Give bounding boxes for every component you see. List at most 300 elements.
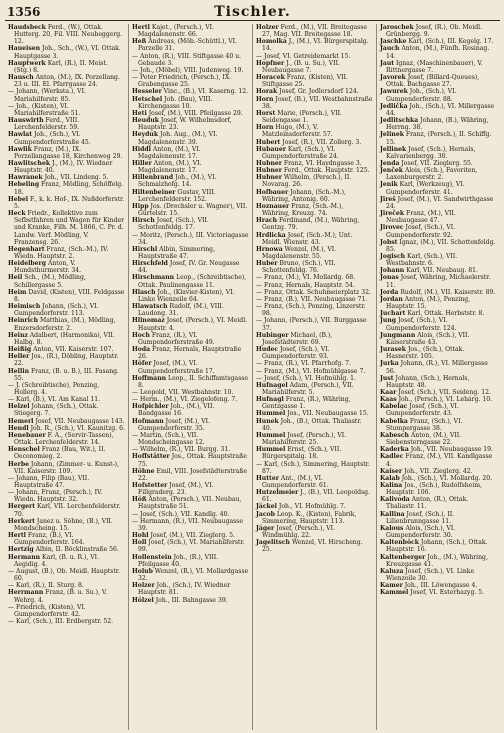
directory-entry bbox=[256, 368, 373, 375]
directory-entry bbox=[132, 38, 249, 52]
entry-details: Josef, (Sch.), VI. Gumpendorferstr. 124. bbox=[386, 317, 457, 332]
directory-entry bbox=[256, 296, 373, 303]
entry-name: Kaderka bbox=[380, 446, 409, 454]
directory-entry bbox=[132, 88, 249, 95]
entry-details: Franz, (M.), IX. Porzellangasse 18, Kirchenweg 29. bbox=[14, 145, 123, 160]
entry-name: Hendl bbox=[8, 424, 29, 432]
directory-entry bbox=[256, 274, 373, 281]
directory-entry bbox=[132, 117, 249, 131]
directory-entry bbox=[132, 332, 249, 346]
entry-name: Kalivoda bbox=[380, 496, 410, 504]
entry-name: Hertl bbox=[8, 532, 26, 540]
directory-entry bbox=[256, 38, 373, 52]
entry-details: — Anton, (R.), VIII. Stiftgasse 40 u. Gebaude 3. bbox=[132, 52, 242, 67]
entry-name: Hermann bbox=[8, 553, 41, 561]
directory-entry bbox=[256, 203, 373, 217]
entry-name: Hubner bbox=[256, 167, 282, 175]
directory-entry bbox=[256, 74, 373, 88]
entry-details: Karl, VII. Lerchenfelderstr. 70. bbox=[14, 503, 121, 518]
entry-details: Josef, (M.), VIII. Pfeilgasse 29. bbox=[148, 109, 243, 117]
entry-name: Hopfner bbox=[256, 59, 285, 67]
entry-details: Anton, (M.), Penzing, Hauptstr. 15. bbox=[386, 295, 471, 311]
entry-name: Jireš bbox=[380, 195, 396, 203]
entry-name: Hollenstein bbox=[132, 553, 172, 561]
directory-entry bbox=[380, 274, 497, 288]
entry-details: Josef, (Persch.), VI. Mariahilferstr. 25. bbox=[262, 431, 347, 447]
entry-details: Josef, VII. Neubaugasse 143. bbox=[35, 417, 125, 425]
entry-name: Hofpichler bbox=[132, 403, 169, 411]
directory-entry bbox=[380, 196, 497, 210]
entry-name: Jaroschek bbox=[380, 24, 414, 31]
entry-details: Josef, IV. Gr. Neugasse 44. bbox=[138, 260, 240, 275]
entry-name: Jawurek bbox=[380, 88, 408, 96]
entry-details: — Herm., (M.), VI. Ziegelofeng. 7. bbox=[132, 396, 238, 404]
entry-details: — Joh., (Möbel), VIII. Judenweg. 19. bbox=[132, 66, 244, 74]
entry-details: Anton, (R.), Ottak. Thaliastr. 11. bbox=[386, 496, 469, 511]
entry-name: Heil bbox=[8, 274, 23, 282]
directory-entry bbox=[256, 146, 373, 160]
entry-details: — Franz, (Sch.), Penzing, Linzerstr. 98. bbox=[256, 303, 366, 318]
entry-columns bbox=[5, 24, 500, 730]
entry-details: Gustav, VIII. Lerchenfelderstr. 152. bbox=[138, 188, 216, 203]
entry-details: Franz, (Sch.-M.), Währing, Kreuzg. 74. bbox=[262, 202, 344, 218]
entry-details: — Josef, (Sch.), VII. Kandlg. 40. bbox=[132, 510, 230, 518]
entry-name: Horn bbox=[256, 95, 274, 103]
directory-entry bbox=[8, 589, 125, 603]
entry-name: Hoch bbox=[132, 331, 150, 339]
entry-name: Kadlec bbox=[380, 453, 404, 461]
entry-details: Josef, (Sch.), VI. Linke Wienzeile 30. bbox=[386, 567, 475, 583]
entry-details: Ferd., (W.), Ottak. Hutterg. 20, Fil. VIII. Neubeggerg. 12. bbox=[14, 24, 123, 46]
directory-entry bbox=[8, 532, 125, 546]
directory-entry bbox=[132, 389, 249, 396]
entry-name: Just bbox=[380, 374, 394, 382]
directory-entry bbox=[256, 511, 373, 525]
entry-name: Kaltenböck bbox=[380, 539, 419, 547]
directory-entry bbox=[132, 260, 249, 274]
directory-entry bbox=[8, 604, 125, 618]
directory-entry bbox=[132, 418, 249, 432]
entry-name: Jellinek bbox=[380, 145, 407, 153]
directory-entry bbox=[256, 489, 373, 503]
entry-name: Hoffmann bbox=[132, 374, 167, 382]
directory-entry bbox=[132, 146, 249, 160]
directory-entry bbox=[256, 418, 373, 432]
entry-name: Hirsch bbox=[132, 217, 155, 225]
directory-entry bbox=[380, 210, 497, 224]
entry-name: Hunek bbox=[256, 417, 279, 425]
directory-entry bbox=[8, 174, 125, 181]
directory-entry bbox=[256, 475, 373, 489]
entry-details: Johann, (Zimmer- u. Kunst-), VII. Kaiserstr. 109. bbox=[14, 460, 119, 475]
entry-name: Jäckel bbox=[256, 503, 277, 511]
entry-details: Leop., (Schreibtische), Ottak. Paulinengasse 11. bbox=[138, 274, 247, 289]
directory-entry bbox=[132, 232, 249, 246]
entry-name: Hiltenbeiner bbox=[132, 188, 176, 196]
entry-details: Albin, II. Böcklinstraße 56. bbox=[35, 546, 119, 554]
directory-entry bbox=[8, 74, 125, 88]
directory-entry bbox=[380, 396, 497, 403]
entry-details: Josef, (M.), VI. Fillgraderg. 23. bbox=[138, 482, 214, 497]
directory-entry bbox=[380, 589, 497, 596]
entry-name: Horak bbox=[256, 88, 278, 96]
entry-name: Hlasch bbox=[132, 288, 156, 296]
entry-name: Hummel bbox=[256, 410, 286, 418]
entry-details: — Josef, (Sch.), VI. Hofmühlg. 1. bbox=[256, 374, 356, 382]
entry-details: Karl, (Werkzeug), VI. Gumpendorferstr. 41. bbox=[386, 181, 465, 196]
directory-entry bbox=[8, 332, 125, 346]
entry-details: Josef, (R.), Ob. Meidl. Grünbergg. 9. bbox=[386, 24, 482, 39]
entry-name: Höhne bbox=[132, 467, 155, 475]
entry-details: Alois, (Sch.), VII. Kaiserstraße 43. bbox=[386, 331, 470, 346]
entry-details: Josef, (Sch.), VI. Gumpendorferstr. 93. bbox=[262, 346, 330, 361]
directory-entry bbox=[256, 246, 373, 260]
entry-details: — Franz, Ottak. Schuhmeierplatz 32. bbox=[256, 288, 371, 296]
entry-name: Hofstetter bbox=[132, 482, 168, 489]
directory-entry bbox=[8, 446, 125, 460]
directory-entry bbox=[380, 475, 497, 482]
entry-details: Michael, (B.), Josefstädterstr. 69. bbox=[262, 331, 333, 346]
directory-entry bbox=[132, 482, 249, 496]
directory-entry bbox=[132, 582, 249, 596]
directory-entry bbox=[132, 396, 249, 403]
entry-name: Hrach bbox=[256, 217, 278, 225]
page-number: 1356 bbox=[7, 5, 41, 19]
entry-details: Joh., III. Löwengasse 4. bbox=[404, 582, 478, 590]
directory-entry bbox=[256, 60, 373, 74]
directory-entry bbox=[8, 403, 125, 417]
entry-name: Hellin bbox=[8, 367, 30, 375]
entry-details: Anton, (Persch.), VII. Neubau, Hauptstraße 51. bbox=[138, 496, 242, 511]
entry-name: Jelinek bbox=[380, 131, 404, 139]
directory-entry bbox=[132, 554, 249, 568]
entry-name: Hummel bbox=[256, 446, 286, 454]
directory-entry bbox=[380, 346, 497, 360]
entry-details: — Johann, (Werksta.), VI. Mariahilferstr. 85. bbox=[8, 88, 86, 103]
entry-name: Hölzel bbox=[132, 596, 154, 604]
directory-entry bbox=[256, 174, 373, 188]
directory-entry bbox=[256, 432, 373, 446]
directory-entry bbox=[256, 110, 373, 124]
directory-entry bbox=[8, 475, 125, 489]
entry-name: Hillenbrand bbox=[132, 174, 174, 182]
directory-entry bbox=[132, 403, 249, 417]
directory-entry bbox=[8, 289, 125, 303]
directory-entry bbox=[256, 124, 373, 138]
directory-entry bbox=[8, 425, 125, 432]
entry-details: Joh., VI. Hofmühlg. 7. bbox=[278, 503, 346, 511]
directory-entry bbox=[256, 24, 373, 38]
directory-entry bbox=[380, 289, 497, 296]
directory-entry bbox=[380, 310, 497, 317]
entry-details: Joh. Aug., (M.), VI. Magdalenenstr. 39. bbox=[138, 131, 218, 146]
entry-details: — Franz, (R.), VI. Pfarrhofg. 7. bbox=[256, 360, 351, 368]
directory-entry bbox=[132, 539, 249, 553]
directory-entry bbox=[132, 53, 249, 67]
directory-entry bbox=[380, 239, 497, 253]
directory-entry bbox=[256, 303, 373, 317]
directory-entry bbox=[8, 146, 125, 160]
directory-entry bbox=[380, 496, 497, 510]
directory-entry bbox=[132, 432, 249, 446]
entry-name: Hohl bbox=[132, 532, 149, 540]
entry-details: Joh., (M.), VI. Schmalzhofg. 14. bbox=[138, 174, 217, 189]
entry-name: Jacob bbox=[256, 510, 275, 518]
directory-entry bbox=[256, 53, 373, 60]
directory-entry bbox=[8, 196, 125, 210]
entry-details: Franz (Bau, Wit.), II. Oeconomieg. 2. bbox=[14, 446, 106, 461]
entry-details: F. A., (Servir-Tassen), Ottak. Lerchenfelderstr. 14. bbox=[14, 431, 114, 447]
entry-details: Josef, (Billard-Queues), Ottak. Bachgasse 27. bbox=[386, 74, 480, 89]
directory-entry bbox=[380, 453, 497, 467]
entry-details: Joh., (Sch.), VI. Gumpendorferstr. 88. bbox=[386, 88, 457, 103]
directory-entry bbox=[256, 396, 373, 410]
entry-name: Hudec bbox=[256, 346, 279, 354]
directory-entry bbox=[256, 160, 373, 167]
directory-entry bbox=[256, 446, 373, 460]
entry-name: Hawlitschek bbox=[8, 159, 51, 167]
entry-details: Leop. K., (Kisten), Fabrik, Simmering, Hauptstr. 113. bbox=[262, 510, 357, 525]
directory-column bbox=[129, 24, 253, 730]
directory-entry bbox=[132, 74, 249, 88]
entry-name: Horn bbox=[256, 124, 274, 132]
entry-details: Joh., III. Bahngasse 39. bbox=[155, 596, 228, 604]
entry-details: Jos., Ottak. Hauptstraße 75. bbox=[138, 453, 247, 468]
directory-entry bbox=[132, 189, 249, 203]
entry-details: Franz, Mödling, Schöffelg. 18. bbox=[14, 181, 124, 196]
entry-details: — Franz, (M.), VI. Hofmühlgasse 7. bbox=[256, 367, 366, 375]
entry-details: — Johann, Franz, (Persch.), IV. Wiedn. Hauptstr. 32. bbox=[8, 489, 103, 504]
entry-details: Josef, (Persch.), VI. Windmühlg. 22. bbox=[262, 524, 336, 540]
directory-entry bbox=[256, 525, 373, 539]
entry-details: Marie, (Persch.), VII. Seidengasse 1. bbox=[262, 109, 342, 125]
entry-details: Johann, (B.), Währing, Herrng. 38. bbox=[386, 117, 489, 132]
entry-name: Hrdlicka bbox=[256, 231, 286, 239]
entry-details: Joh., (Sch.), VI. Mollardg. 20. bbox=[401, 474, 493, 482]
entry-name: Kabelac bbox=[380, 403, 408, 411]
entry-details: Franz, (Kisten), VII. Stiftgasse 25. bbox=[262, 74, 348, 89]
entry-details: Josef, (M.), VI. Sandwirthgasse 24. bbox=[386, 195, 494, 210]
entry-details: Karl, (Sch.), III. Kegelg. 17. bbox=[408, 38, 494, 46]
entry-name: Hawlik bbox=[8, 145, 32, 153]
entry-details: Karl, Ottak. Herbststr. 8. bbox=[407, 310, 485, 318]
directory-entry bbox=[132, 346, 249, 360]
entry-details: — Johann, (Persch.), VII. Burggasse 37. bbox=[256, 317, 367, 332]
entry-name: Hubner bbox=[256, 174, 282, 182]
directory-entry bbox=[8, 368, 125, 382]
entry-details: Franz, (R.), Währing, Gentzgasse 1. bbox=[262, 396, 351, 411]
entry-details: Johann, (Sch.), VI. Gumpendorferstr. 113. bbox=[14, 303, 99, 318]
entry-name: Hirschmann bbox=[132, 274, 175, 282]
directory-entry bbox=[256, 289, 373, 296]
entry-name: Haueisen bbox=[8, 45, 41, 53]
directory-entry bbox=[132, 446, 249, 453]
entry-details: Jos., VII. Neubaugasse 15. bbox=[287, 410, 369, 418]
directory-entry bbox=[256, 317, 373, 331]
entry-name: Hemerl bbox=[8, 417, 34, 425]
entry-name: Hubinger bbox=[256, 331, 289, 339]
directory-entry bbox=[132, 375, 249, 389]
entry-details: Franz, Hernals, Hauptstraße 26. bbox=[138, 346, 242, 361]
entry-details: Kajet., (Persch.), VI. Magdalenenstr. 66. bbox=[138, 24, 214, 39]
entry-name: Heim bbox=[8, 288, 27, 296]
entry-name: Holzer bbox=[132, 582, 155, 590]
entry-details: Josef, VII. Zieglerg. 55. bbox=[401, 159, 473, 167]
entry-details: Johann, (Sch.), Ottak. Stiegerg. 7. bbox=[14, 403, 99, 418]
directory-entry bbox=[380, 45, 497, 59]
entry-name: Hoda bbox=[132, 346, 151, 354]
directory-entry bbox=[8, 303, 125, 317]
entry-details: Adalbert, (Harmonika), VII. Halbg. 8. bbox=[14, 331, 115, 346]
entry-details: Josef, Währing, Michaelerstr. 11. bbox=[386, 274, 491, 289]
directory-entry bbox=[132, 67, 249, 74]
entry-name: Jonas bbox=[380, 274, 399, 282]
entry-details: Janez u. Söhne, (B.), VII. Mondscheing. 15. bbox=[14, 517, 113, 532]
entry-name: Hipp bbox=[132, 202, 149, 210]
entry-name: Hufnagel bbox=[256, 381, 288, 389]
entry-name: Hirschfeld bbox=[132, 260, 168, 268]
entry-details: Andreas, (Möb.-Schüttl.), VI. Parzelle 31. bbox=[138, 38, 237, 53]
directory-entry bbox=[132, 518, 249, 532]
directory-entry bbox=[132, 597, 249, 604]
entry-details: Joh., (Sch.), VI. Millergasse 44. bbox=[386, 102, 495, 117]
entry-details: Ferdinand, (M.), Währing, Gentzg. 79. bbox=[262, 217, 360, 232]
entry-details: Ignaz, (Maschinenbauer), V. Rittnergasse 7. bbox=[386, 59, 483, 74]
entry-details: Franz, (M.), VII. Neubaugasse 47. bbox=[386, 210, 456, 225]
directory-entry bbox=[8, 103, 125, 117]
entry-name: Jedlička bbox=[380, 102, 408, 110]
entry-details: — Karl, (Sch.), Simmering, Hauptstr. 87. bbox=[256, 460, 370, 475]
entry-details: — Friedrich, (Kisten), VI. Gumpendorferstr. 42. bbox=[8, 603, 86, 618]
directory-entry bbox=[132, 317, 249, 331]
directory-entry bbox=[8, 274, 125, 288]
entry-details: Franz, (B.), VI. Gumpendorferstr. 164. bbox=[14, 532, 85, 547]
directory-entry bbox=[256, 189, 373, 203]
entry-name: Holl bbox=[132, 539, 147, 547]
directory-entry bbox=[380, 511, 497, 525]
entry-details: Josef, (M.), VI. Gumpendorferstraße 17. bbox=[138, 360, 215, 375]
entry-name: Hiller bbox=[132, 159, 152, 167]
directory-entry bbox=[8, 503, 125, 517]
entry-name: Hebeling bbox=[8, 181, 40, 189]
entry-details: Ignaz, (M.), VII. Schottenfeldg. 85. bbox=[386, 238, 496, 253]
entry-details: — August, (B.), Ob. Meidl. Hauptstr. 60. bbox=[8, 567, 120, 583]
directory-entry bbox=[8, 432, 125, 446]
entry-name: Heyduk bbox=[132, 131, 159, 139]
entry-details: Leop., II. Schiffamtsgasse 8. bbox=[138, 374, 248, 389]
entry-name: Jungmann bbox=[380, 331, 416, 339]
directory-entry bbox=[256, 139, 373, 146]
entry-details: — Josef, VI. Getreidemarkt 15. bbox=[256, 52, 351, 60]
entry-details: Josef, (Sch.), VII. Schottenfeldg. 17. bbox=[138, 217, 209, 232]
entry-name: Hubner bbox=[256, 159, 282, 167]
entry-details: Josef, (Sch.), Hernals, Kalvarienbergg. 30. bbox=[386, 145, 476, 160]
entry-details: Rudolf, (M.), VIII. Laudong. 31. bbox=[138, 303, 224, 318]
entry-details: Jos., (Sch.), Rudolfsheim, Hauptstr. 106. bbox=[386, 482, 482, 497]
entry-details: Joh., (Klavier-Kisten), VI. Linke Wienzeile 64. bbox=[138, 288, 235, 303]
directory-entry bbox=[380, 117, 497, 131]
entry-details: Anton, (M.), IX. Porzellang. 23 u. III. El. Pfarrgasse 24. bbox=[14, 74, 120, 89]
entry-name: Kamer bbox=[380, 582, 403, 590]
entry-name: Henebauer bbox=[8, 431, 46, 439]
directory-entry bbox=[380, 267, 497, 274]
entry-details: Josef, (R.), VII. Zollerg. 3. bbox=[282, 138, 362, 146]
entry-name: Hiddl bbox=[132, 145, 151, 153]
entry-name: Hubauer bbox=[256, 145, 286, 153]
entry-details: Albin, Simmering, Hauptstraße 47. bbox=[138, 245, 216, 260]
entry-name: Jorda bbox=[380, 288, 399, 296]
entry-name: Hlawatsch bbox=[132, 303, 168, 311]
entry-name: Horacek bbox=[256, 74, 285, 82]
entry-name: Juchart bbox=[380, 310, 406, 318]
directory-entry bbox=[380, 539, 497, 553]
entry-details: Josef, (Sch.), VI. Gumpendorferstr. 43. bbox=[386, 403, 459, 418]
entry-details: — Franz, (B.), VII. Neubaugasse 71. bbox=[256, 295, 368, 303]
entry-name: Hawlat bbox=[8, 131, 33, 139]
entry-details: Anton, V. Hundsthurmerstr. 34. bbox=[14, 260, 82, 275]
entry-name: Herkert bbox=[8, 517, 35, 525]
entry-details: Franz, (Persch.), II. Schiffg. 15. bbox=[386, 131, 492, 146]
entry-details: Jos., (R.), Döbling, Hauptstr. 22. bbox=[14, 353, 119, 368]
directory-entry bbox=[256, 282, 373, 289]
entry-name: Jaut bbox=[380, 59, 395, 67]
entry-name: Jagelitsch bbox=[256, 539, 290, 547]
directory-entry bbox=[8, 568, 125, 582]
entry-name: Jurka bbox=[380, 360, 399, 368]
entry-name: Hegenhart bbox=[8, 245, 45, 253]
entry-details: Rudolf, (M.), VII. Kaiserstr. 89. bbox=[400, 288, 496, 296]
entry-name: Hufnagl bbox=[256, 396, 284, 404]
entry-details: J., (B. u. Su.), VII. Neubaugasse 7. bbox=[262, 59, 340, 74]
directory-entry bbox=[8, 24, 125, 45]
entry-name: Kaluza bbox=[380, 567, 404, 575]
entry-details: Joh. (Bau), VIII. Kirchengasse 10. bbox=[138, 95, 213, 110]
entry-details: Bruno, (Sch.), VII. Schottenfeldg. 76. bbox=[262, 260, 336, 275]
directory-entry bbox=[256, 539, 373, 553]
entry-details: Joh., (M.), Währing, Kreuzgasse 41. bbox=[386, 553, 488, 568]
entry-details: Josef, W. Wilhelmsdorf, Hauptstr. 23. bbox=[138, 117, 232, 132]
directory-entry bbox=[256, 360, 373, 367]
entry-details: — Joh., (Kisten), VI. Mariahilferstraße 51. bbox=[8, 102, 81, 117]
entry-name: Heidelberg bbox=[8, 260, 47, 268]
directory-entry bbox=[132, 160, 249, 174]
entry-details: Joh., VII. Zieglerg. 42. bbox=[404, 467, 473, 475]
entry-name: Jauch bbox=[380, 45, 400, 53]
entry-name: Kabelka bbox=[380, 417, 408, 425]
entry-name: Hauswirth bbox=[8, 117, 44, 125]
entry-name: Huber bbox=[256, 260, 278, 268]
entry-name: Jogisch bbox=[380, 253, 406, 260]
entry-details: Anton, (M.), VII. Siebensterngasse 22. bbox=[386, 431, 462, 447]
entry-details: Franz, (Sch.), VI. Stumpergasse 38. bbox=[386, 417, 463, 432]
entry-details: — Wilhelm, (R.), VII. Burgg. 31. bbox=[132, 446, 231, 454]
directory-entry bbox=[380, 253, 497, 267]
entry-details: — Karl, (R.), II. Sturg. 8. bbox=[8, 582, 84, 590]
directory-entry bbox=[132, 360, 249, 374]
directory-entry bbox=[380, 375, 497, 389]
entry-name: Heinz bbox=[8, 331, 28, 339]
entry-details: Alois, (Sch.), Favoriten, Laxenburgerstr. 2. bbox=[386, 167, 478, 182]
directory-entry bbox=[380, 88, 497, 102]
entry-details: Joh., VII. Lindeng. 5. bbox=[44, 174, 109, 182]
directory-entry bbox=[380, 181, 497, 195]
directory-entry bbox=[256, 96, 373, 110]
directory-entry bbox=[380, 74, 497, 88]
entry-details: Karl, (R.), II. Meist. (Stg.) 8. bbox=[14, 59, 108, 74]
entry-name: Jenda bbox=[380, 159, 400, 167]
entry-details: Joh., (Persch.), VI. Lehárg. 10. bbox=[398, 396, 493, 404]
directory-entry bbox=[380, 554, 497, 568]
